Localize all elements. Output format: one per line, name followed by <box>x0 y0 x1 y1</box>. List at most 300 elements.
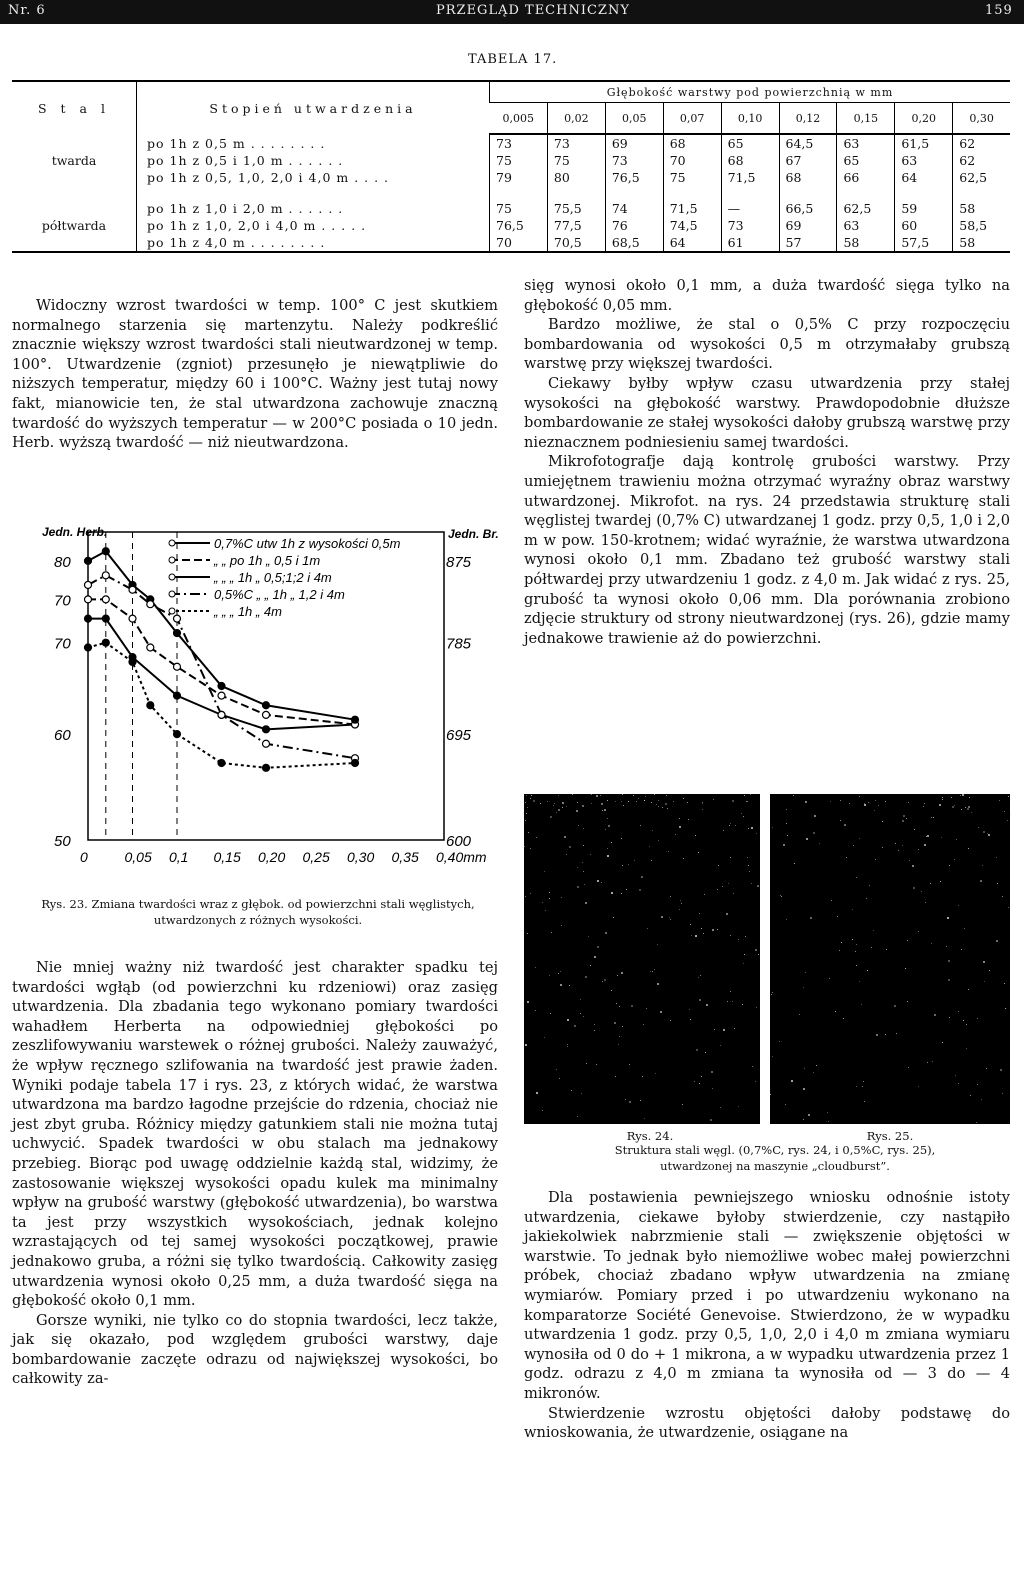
steel-cell <box>12 200 137 217</box>
speck <box>844 824 846 826</box>
speck <box>525 802 526 803</box>
speck <box>558 809 560 811</box>
data-point <box>174 615 181 622</box>
speck <box>649 846 650 847</box>
speck <box>582 805 584 807</box>
speck <box>594 1024 595 1025</box>
speck <box>988 834 990 836</box>
value-cell: 70 <box>663 152 721 169</box>
value-cell: 76,5 <box>490 217 548 234</box>
speck <box>702 803 703 804</box>
speck <box>650 971 651 972</box>
value-cell: 75 <box>490 200 548 217</box>
speck <box>683 798 684 799</box>
data-point <box>263 764 270 771</box>
speck <box>713 799 714 800</box>
table-row <box>12 234 1010 252</box>
speck <box>749 871 750 872</box>
speck <box>658 800 659 801</box>
speck <box>657 983 659 985</box>
legend-entry: „ „ „ 1h „ 4m <box>214 604 282 619</box>
speck <box>942 799 943 800</box>
speck <box>984 981 985 982</box>
speck <box>976 1122 977 1123</box>
data-point <box>102 572 109 579</box>
speck <box>980 880 982 882</box>
speck <box>787 835 788 836</box>
table-row <box>12 169 1010 186</box>
speck <box>607 855 609 857</box>
speck <box>621 893 622 894</box>
speck <box>955 1075 956 1076</box>
paragraph: Ciekawy byłby wpływ czasu utwardzenia przy stałej wysokości na głębokość warstwy. Prawdopodobnie dłuższe bombardowanie ze stałej wysokości dałoby grubszą warstwę przy nieznacznem podniesieniu samej twardości. <box>524 374 1010 451</box>
table-row <box>12 152 1010 169</box>
value-cell: 62 <box>953 152 1010 169</box>
value-cell: 60 <box>895 217 953 234</box>
speck <box>1005 1008 1006 1009</box>
speck <box>923 806 924 807</box>
speck <box>895 843 896 844</box>
y2-tick-label: 875 <box>446 553 472 571</box>
x-tick-label: 0,20 <box>258 849 286 865</box>
speck <box>600 795 601 796</box>
value-cell: 74 <box>605 200 663 217</box>
speck <box>554 803 555 804</box>
speck <box>688 819 689 820</box>
y-tick-label: 70 <box>54 592 71 610</box>
data-point <box>174 630 181 637</box>
speck <box>638 798 639 799</box>
speck <box>942 797 943 798</box>
speck <box>670 919 671 920</box>
value-cell: 61 <box>721 234 779 252</box>
x-tick-label: 0,05 <box>124 849 152 865</box>
speck <box>742 1004 743 1005</box>
speck <box>905 968 906 969</box>
speck <box>859 796 860 797</box>
value-cell: 57 <box>779 234 837 252</box>
speck <box>574 1025 576 1027</box>
speck <box>530 848 531 849</box>
paragraph: Dla postawienia pewniejszego wniosku odnośnie istoty utwardzenia, ciekawe byłoby stwierdzenie, czy nastąpiło jakiekolwiek nabrzmienie stali — zwiększenie objętości w warstwie. To jednak było niemożliwe wobec małej powierzchni próbek, chociaż zbadano wpływ utwardzenia na zmianę wymiarów. Pomiary przed i po utwardzeniu wykonano na komparatorze Société Genevoise. Stwierdzono, że w wypadku utwardzenia 1 godz. przy 0,5, 1,0, 2,0 i 4,0 m zmiana wymiaru wynosiła od 0 do + 1 mikrona, a w wypadku utwardzenia przez 1 godz. odrazu z 4,0 m zmiana ta wynosiła od — 3 do — 4 mikronów. <box>524 1189 1010 1402</box>
steel-cell <box>12 234 137 252</box>
speck <box>793 795 794 796</box>
speck <box>875 800 876 801</box>
value-cell: 58 <box>953 200 1010 217</box>
speck <box>645 796 646 797</box>
speck <box>885 1034 886 1035</box>
speck <box>841 942 842 943</box>
speck <box>604 809 606 811</box>
speck <box>533 800 535 802</box>
paragraph: Nie mniej ważny niż twardość jest charakter spadku tej twardości wgłąb (od powierzchni ku rdzeniowi) oraz zasięg utwardzenia. Dla zbadania tego wykonano pomiary twardości wahadłem Herberta na odpowiedniej głębokości po zeszlifowywaniu warstewek o różnej grubości. Należy zauważyć, że wpływ ręcznego szlifowania na twardość jest prawie żaden. Wyniki podaje tabela 17 i rys. 23, z których widać, że warstwa utwardzona ma bardzo łagodne przejście do rdzenia, chociaż nie jest zbyt gruba. Różnicy między gatunkiem stali nie można tutaj uchwycić. Spadek twardości w obu stalach ma jednakowy przebieg. Biorąc pod uwagę oddzielnie każdą stal, widzimy, że zastosowanie większej wysokości opadu kulek ma minimalny wpływ na grubość warstwy (głębokość utwardzenia), bo warstwa ta jest przy wszystkich wysokościach, jednak kolejno wzrastających od tej samej wysokości początkowej, prawie jednakowo gruba, a różni się tylko twardością. Całkowity zasięg utwardzenia wynosi około 0,25 mm, a duża twardość sięga na głębokość około 0,1 mm. <box>12 959 498 1310</box>
value-cell: 59 <box>895 200 953 217</box>
speck <box>544 1037 545 1038</box>
speck <box>566 854 567 855</box>
speck <box>583 845 584 846</box>
speck <box>583 1016 584 1017</box>
value-cell: 69 <box>779 217 837 234</box>
data-point <box>174 731 181 738</box>
speck <box>940 881 941 882</box>
speck <box>643 1024 644 1025</box>
value-cell: 62 <box>953 134 1010 152</box>
speck <box>651 860 652 861</box>
speck <box>623 805 624 806</box>
speck <box>699 999 701 1001</box>
speck <box>699 1083 700 1084</box>
speck <box>986 1068 987 1069</box>
steel-cell: twarda <box>51 153 97 168</box>
value-cell: 73 <box>490 134 548 152</box>
speck <box>584 884 585 885</box>
speck <box>562 807 563 808</box>
speck <box>913 887 915 889</box>
speck <box>562 802 564 804</box>
speck <box>712 929 714 931</box>
x-tick-label: 0,1 <box>169 849 189 865</box>
speck <box>647 928 648 929</box>
speck <box>634 860 635 861</box>
data-point <box>147 601 154 608</box>
speck <box>813 832 815 834</box>
y-tick-label: 50 <box>54 833 71 850</box>
speck <box>869 885 870 886</box>
speck <box>657 944 658 945</box>
speck <box>970 1095 971 1096</box>
speck <box>882 821 883 822</box>
speck <box>830 801 831 802</box>
speck <box>551 932 552 933</box>
fig24-25-caption: Struktura stali węgl. (0,7%C, rys. 24, i 0,5%C, rys. 25), utwardzonej na maszynie „cloudburst”. <box>614 1143 936 1173</box>
speck <box>927 835 929 837</box>
speck <box>528 832 529 833</box>
depth-header: 0,30 <box>953 103 1010 135</box>
speck <box>525 1044 527 1046</box>
data-point <box>102 548 109 555</box>
speck <box>931 943 932 944</box>
speck <box>530 893 531 894</box>
speck <box>853 845 854 846</box>
speck <box>840 820 841 821</box>
speck <box>617 975 618 976</box>
y-axis-label: Jedn. Herb. <box>42 525 108 539</box>
speck <box>654 969 655 970</box>
speck <box>619 1006 620 1007</box>
speck <box>909 860 910 861</box>
speck <box>794 863 795 864</box>
speck <box>966 1048 967 1049</box>
speck <box>605 932 607 934</box>
value-cell: 62,5 <box>837 200 895 217</box>
speck <box>898 850 899 851</box>
speck <box>696 1049 698 1051</box>
speck <box>751 883 752 884</box>
speck <box>680 900 681 901</box>
value-cell: 66 <box>837 169 895 186</box>
speck <box>827 1112 828 1113</box>
speck <box>560 971 561 972</box>
x-tick-label: 0 <box>80 849 88 865</box>
speck <box>942 1042 943 1043</box>
speck <box>655 1073 656 1074</box>
speck <box>633 795 634 796</box>
speck <box>1010 814 1011 815</box>
data-point <box>174 692 181 699</box>
x-tick-label: 0,40mm <box>436 849 487 865</box>
speck <box>948 960 950 962</box>
speck <box>756 1007 757 1008</box>
speck <box>628 864 629 865</box>
micrograph-fig25 <box>770 794 1010 1124</box>
speck <box>964 928 965 929</box>
speck <box>720 1107 721 1108</box>
value-cell: 68 <box>779 169 837 186</box>
speck <box>540 803 541 804</box>
speck <box>772 1056 773 1057</box>
speck <box>618 1044 619 1045</box>
data-point <box>263 711 270 718</box>
speck <box>640 825 641 826</box>
data-point <box>85 615 92 622</box>
data-point <box>85 644 92 651</box>
speck <box>646 1008 647 1009</box>
speck <box>689 1009 690 1010</box>
speck <box>699 913 700 914</box>
table-row <box>12 217 1010 234</box>
speck <box>615 1076 616 1077</box>
speck <box>658 806 659 807</box>
value-cell: 79 <box>490 169 548 186</box>
value-cell: 68 <box>663 134 721 152</box>
speck <box>863 1081 864 1082</box>
depth-header: 0,15 <box>837 103 895 135</box>
speck <box>615 801 616 802</box>
value-cell: 58 <box>953 234 1010 252</box>
speck <box>640 1100 641 1101</box>
speck <box>741 813 742 814</box>
speck <box>967 808 969 810</box>
speck <box>810 917 812 919</box>
speck <box>591 794 592 795</box>
speck <box>978 827 979 828</box>
speck <box>607 848 608 849</box>
speck <box>835 1011 836 1012</box>
speck <box>907 940 908 941</box>
speck <box>867 970 868 971</box>
speck <box>525 820 526 821</box>
speck <box>531 795 532 796</box>
value-cell: 63 <box>837 134 895 152</box>
speck <box>705 1052 706 1053</box>
speck <box>808 1114 810 1116</box>
speck <box>553 805 554 806</box>
value-cell: 75,5 <box>547 200 605 217</box>
speck <box>644 800 645 801</box>
speck <box>831 900 832 901</box>
speck <box>969 797 970 798</box>
speck <box>730 991 731 992</box>
value-cell: 75 <box>490 152 548 169</box>
speck <box>556 1069 557 1070</box>
speck <box>859 838 860 839</box>
steel-cell <box>12 134 137 152</box>
speck <box>681 903 682 904</box>
value-cell: 65 <box>721 134 779 152</box>
depth-header: 0,10 <box>721 103 779 135</box>
left-bottom-text <box>12 958 498 1389</box>
speck <box>804 1068 805 1069</box>
speck <box>732 800 734 802</box>
speck <box>783 844 785 846</box>
speck <box>958 1011 959 1012</box>
speck <box>791 1080 793 1082</box>
speck <box>1004 983 1005 984</box>
speck <box>730 823 731 824</box>
speck <box>918 849 919 850</box>
speck <box>727 1001 728 1002</box>
speck <box>572 794 573 795</box>
speck <box>805 972 806 973</box>
value-cell: 70 <box>490 234 548 252</box>
legend-marker <box>169 557 175 563</box>
speck <box>958 1083 959 1084</box>
speck <box>806 838 808 840</box>
speck <box>730 935 731 936</box>
speck <box>747 801 748 802</box>
speck <box>665 803 667 805</box>
speck <box>691 935 692 936</box>
speck <box>625 1099 626 1100</box>
paragraph: Widoczny wzrost twardości w temp. 100° C jest skutkiem normalnego starzenia się martenzytu. Należy podkreślić znacznie większy wzrost twardości stali nieutwardzonej w temp. 100°. Utwardzenie (zgniot) przesunęło je niewątpliwie do niższych temperatur, między 60 i 100°C. Ważny jest tutaj nowy fakt, mianowicie ten, że stal utwardzona zachowuje znaczną twardość do wyższych temperatur — w 200°C posiada o 10 jedn. Herb. wyższą twardość — niż nieutwardzona. <box>12 297 498 452</box>
speck <box>856 1086 857 1087</box>
speck <box>690 1019 691 1020</box>
speck <box>914 829 915 830</box>
value-cell: — <box>721 200 779 217</box>
speck <box>714 1029 715 1030</box>
degree-cell: po 1h z 4,0 m . . . . . . . . <box>137 234 490 252</box>
speck <box>722 886 723 887</box>
journal-title: PRZEGLĄD TECHNICZNY <box>436 3 630 18</box>
speck <box>760 794 761 795</box>
speck <box>558 795 559 796</box>
speck <box>902 845 903 846</box>
speck <box>866 898 867 899</box>
speck <box>597 880 599 882</box>
speck <box>607 818 608 819</box>
speck <box>654 794 655 795</box>
speck <box>564 836 566 838</box>
speck <box>549 898 550 899</box>
speck <box>874 810 875 811</box>
speck <box>996 940 998 942</box>
y2-axis-label: Jedn. Br. <box>448 527 499 541</box>
value-cell: 71,5 <box>721 169 779 186</box>
speck <box>908 1067 909 1068</box>
speck <box>567 1046 568 1047</box>
speck <box>932 1061 933 1062</box>
speck <box>948 979 950 981</box>
speck <box>611 892 613 894</box>
speck <box>758 954 759 955</box>
data-point <box>174 663 181 670</box>
speck <box>594 956 596 958</box>
speck <box>535 1010 536 1011</box>
speck <box>661 916 663 918</box>
speck <box>747 857 748 858</box>
speck <box>604 979 606 981</box>
speck <box>748 828 749 829</box>
degree-cell: po 1h z 1,0, 2,0 i 4,0 m . . . . . <box>137 217 490 234</box>
table-row <box>12 134 1010 152</box>
data-point <box>218 683 225 690</box>
depth-header: 0,005 <box>490 103 548 135</box>
data-point <box>129 615 136 622</box>
table-row <box>12 200 1010 217</box>
speck <box>718 865 719 866</box>
speck <box>558 973 559 974</box>
speck <box>683 858 684 859</box>
speck <box>670 896 671 897</box>
speck <box>585 902 587 904</box>
speck <box>652 830 653 831</box>
speck <box>582 862 583 863</box>
data-point <box>352 760 359 767</box>
legend-marker <box>169 591 175 597</box>
speck <box>1000 1069 1002 1071</box>
speck <box>549 892 550 893</box>
speck <box>956 839 957 840</box>
speck <box>602 981 603 982</box>
speck <box>871 947 872 948</box>
speck <box>779 1041 780 1042</box>
speck <box>662 807 663 808</box>
y-tick-label: 60 <box>54 727 71 745</box>
data-point <box>85 596 92 603</box>
speck <box>756 833 757 834</box>
speck <box>946 946 947 947</box>
speck <box>559 1078 560 1079</box>
speck <box>856 877 857 878</box>
speck <box>1008 796 1009 797</box>
speck <box>695 935 697 937</box>
value-cell: 63 <box>895 152 953 169</box>
speck <box>717 929 718 930</box>
speck <box>813 1072 814 1073</box>
speck <box>918 931 919 932</box>
speck <box>852 939 853 940</box>
speck <box>951 797 952 798</box>
speck <box>963 1020 964 1021</box>
speck <box>873 930 874 931</box>
speck <box>954 805 955 806</box>
speck <box>785 1104 786 1105</box>
speck <box>577 802 578 803</box>
data-point <box>102 596 109 603</box>
speck <box>968 848 969 849</box>
speck <box>577 867 578 868</box>
micrograph-fig24 <box>524 794 760 1124</box>
speck <box>547 801 548 802</box>
speck <box>545 910 546 911</box>
speck <box>981 1099 982 1100</box>
speck <box>556 812 557 813</box>
speck <box>639 889 641 891</box>
speck <box>621 838 622 839</box>
data-point <box>129 586 136 593</box>
speck <box>700 975 701 976</box>
speck <box>578 825 579 826</box>
